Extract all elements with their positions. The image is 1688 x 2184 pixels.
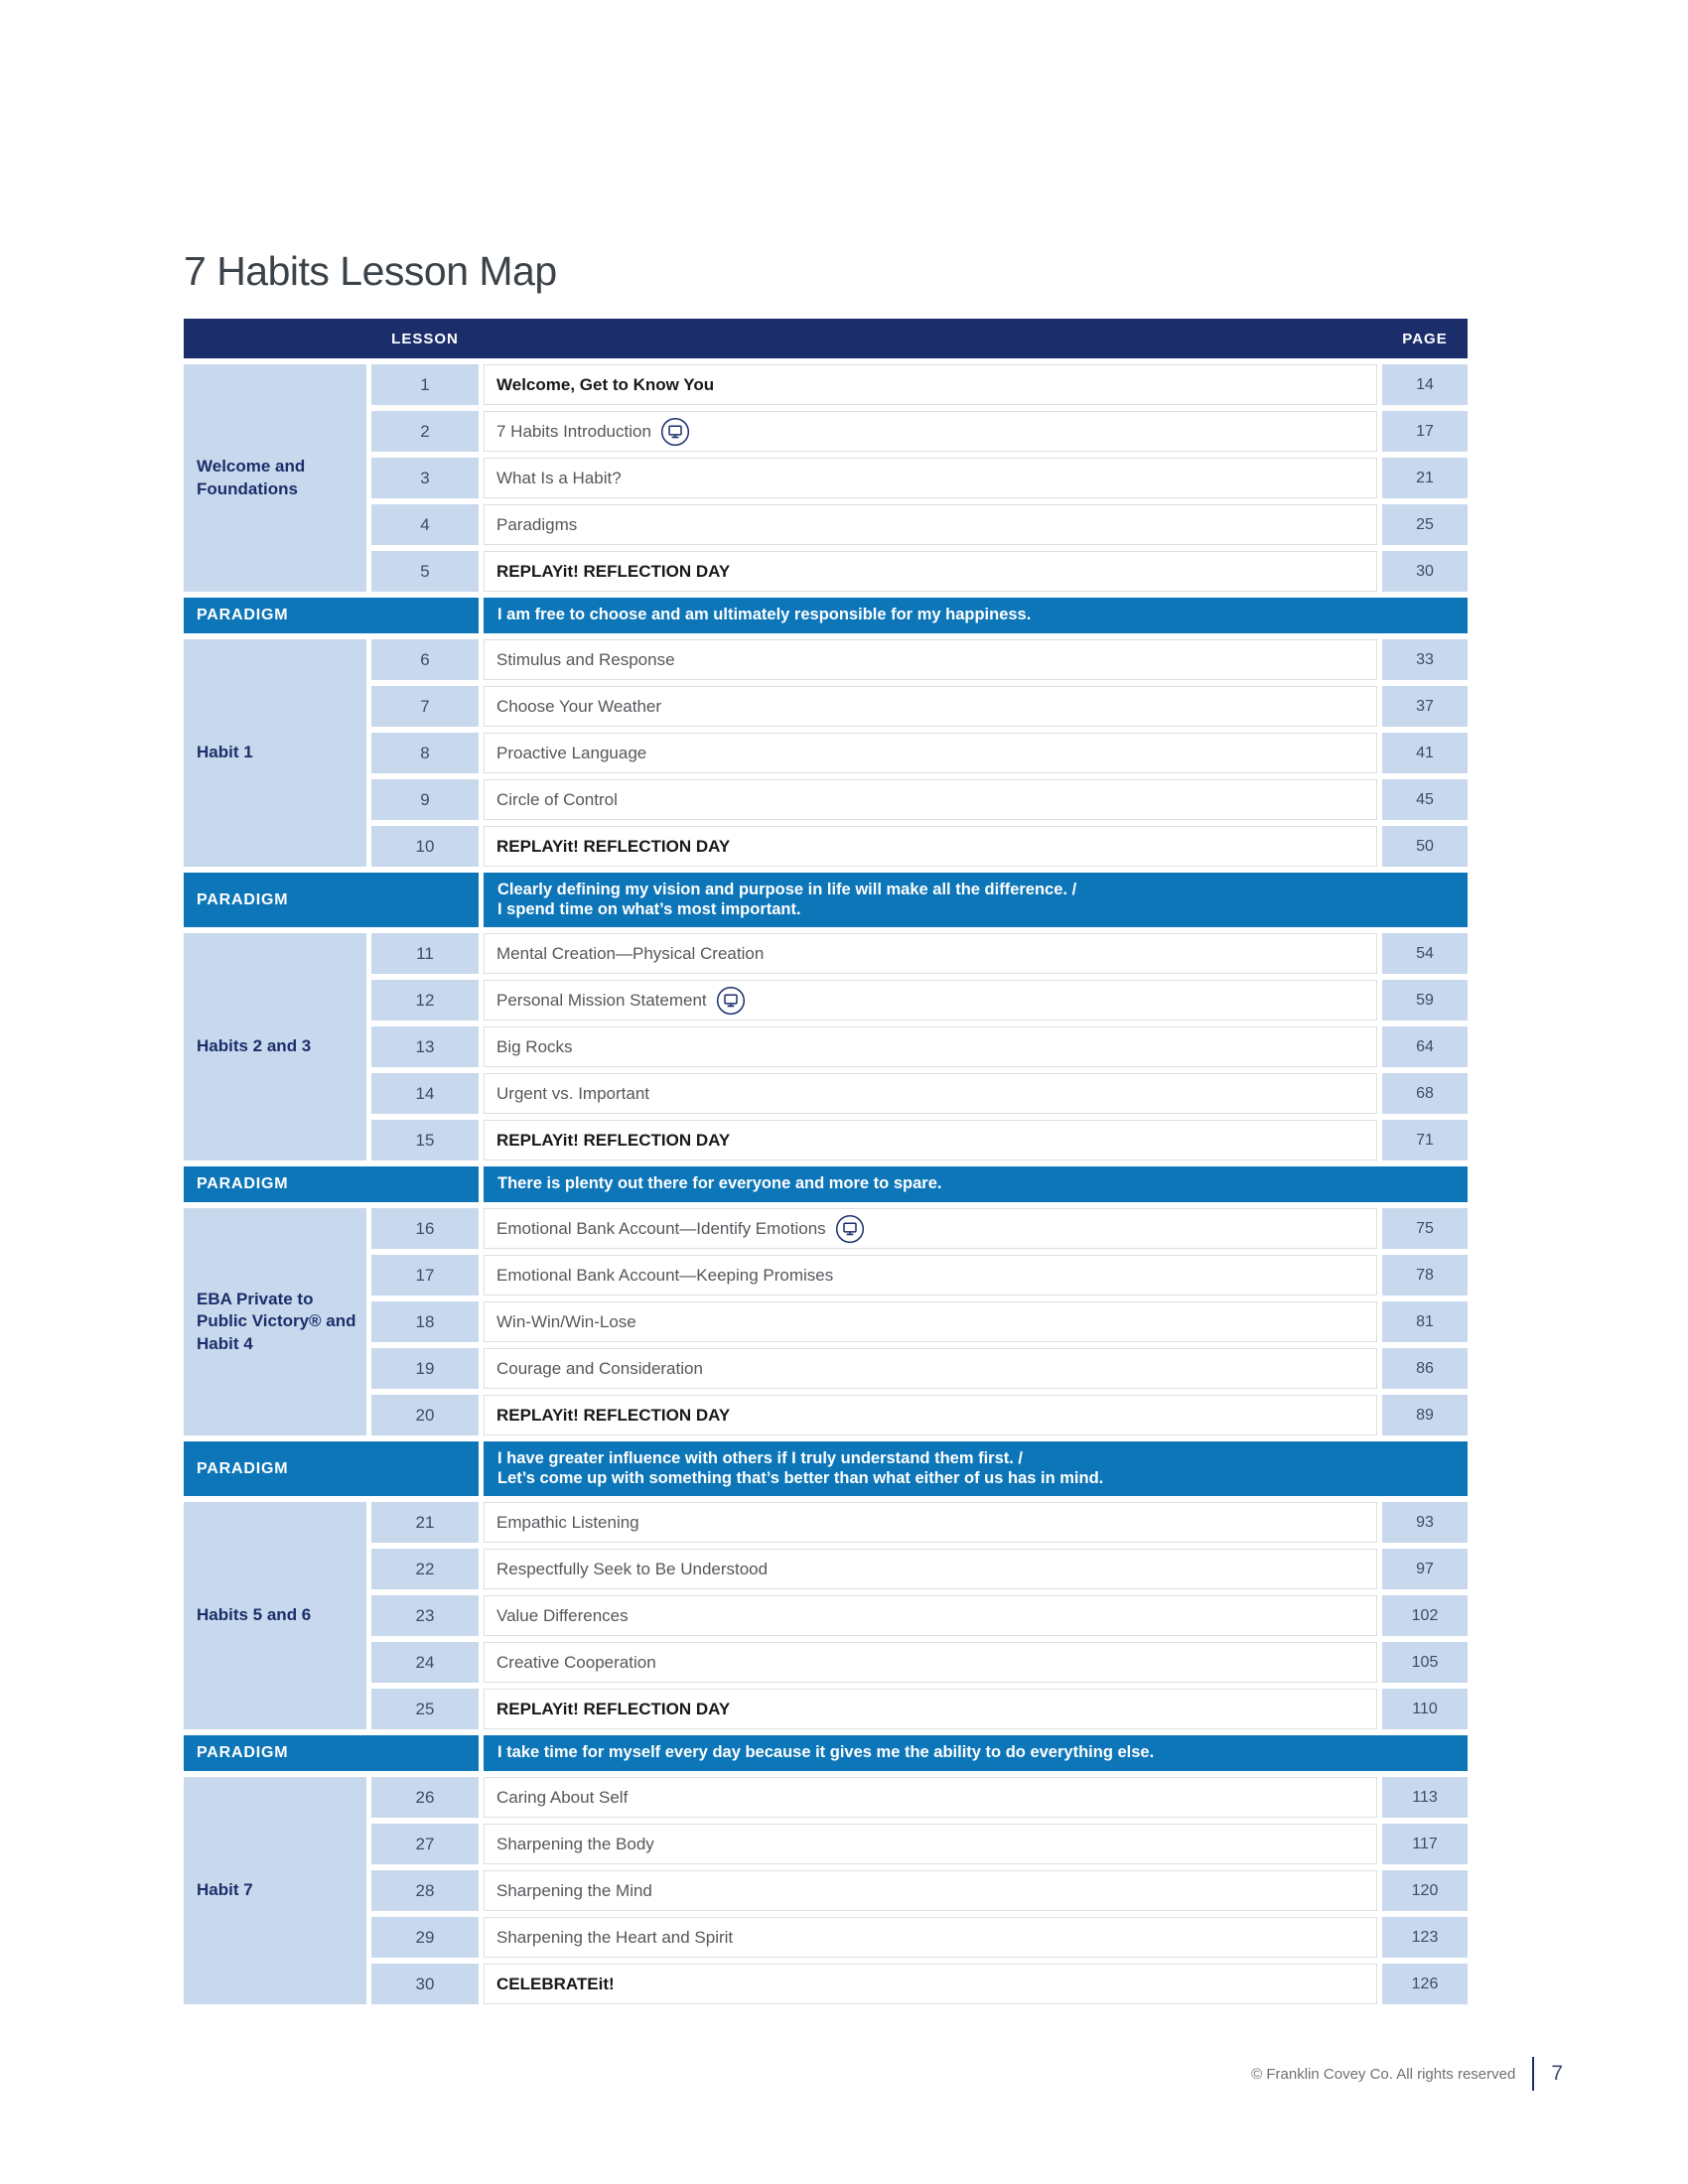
category-cell [184,933,366,1160]
lesson-title: REPLAYit! REFLECTION DAY [496,836,731,856]
lesson-section [184,1208,1468,1435]
lesson-number-cell: 29 [371,1917,479,1958]
lesson-title-cell [484,1917,1377,1958]
paradigm-statement [484,873,1468,927]
lesson-title: Sharpening the Heart and Spirit [496,1927,734,1947]
page-number-cell: 75 [1382,1208,1468,1249]
lesson-number-cell: 21 [371,1502,479,1543]
lesson-title: Emotional Bank Account—Identify Emotions [496,1218,826,1238]
footer-divider [1532,2057,1534,2091]
table-header-row [184,319,1468,358]
paradigm-row [184,873,1468,927]
page-column-header: PAGE [1402,330,1448,347]
lesson-title-cell [484,411,1377,452]
paradigm-label: PARADIGM [184,598,479,633]
page-number-cell: 37 [1382,686,1468,727]
lesson-title-cell [484,551,1377,592]
paradigm-statement-line: Let’s come up with something that’s better than what either of us has in mind. [497,1468,1104,1487]
lesson-title-cell [484,1964,1377,2004]
lesson-title-cell [484,980,1377,1021]
page-number-cell: 110 [1382,1689,1468,1729]
category-label: Habit 7 [197,1880,253,1900]
lesson-title-cell [484,933,1377,974]
lesson-number-cell: 16 [371,1208,479,1249]
lesson-map-body [184,364,1468,2004]
paradigm-statement [484,1166,1468,1202]
lesson-title-cell [484,686,1377,727]
lesson-number-cell: 17 [371,1255,479,1296]
lesson-title-cell [484,1026,1377,1067]
lesson-number-cell: 25 [371,1689,479,1729]
lesson-section [184,933,1468,1160]
paradigm-statement-line: There is plenty out there for everyone and more to spare. [497,1174,942,1193]
screen-icon [716,986,746,1016]
page-number-cell: 41 [1382,733,1468,773]
paradigm-row [184,1441,1468,1496]
lesson-title: Personal Mission Statement [496,990,707,1010]
lesson-title-cell [484,733,1377,773]
page-content [184,248,1468,2004]
lesson-title-cell [484,364,1377,405]
lesson-title-cell [484,1073,1377,1114]
lesson-section [184,1777,1468,2004]
lesson-title: REPLAYit! REFLECTION DAY [496,1699,731,1718]
lesson-title: CELEBRATEit! [496,1974,615,1993]
lesson-title: REPLAYit! REFLECTION DAY [496,1405,731,1425]
lesson-number-cell: 23 [371,1595,479,1636]
lesson-number-cell: 13 [371,1026,479,1067]
lesson-title: Big Rocks [496,1036,573,1056]
paradigm-label: PARADIGM [184,1166,479,1202]
lesson-title: Choose Your Weather [496,696,662,716]
paradigm-row [184,1166,1468,1202]
lesson-number-cell: 5 [371,551,479,592]
lesson-number-cell: 9 [371,779,479,820]
footer-page-number: 7 [1551,2062,1563,2085]
category-label: Habits 2 and 3 [197,1036,312,1056]
paradigm-row [184,598,1468,633]
category-label: Habits 5 and 6 [197,1605,312,1625]
lesson-title-cell [484,1301,1377,1342]
page-number-cell: 68 [1382,1073,1468,1114]
lesson-title-cell [484,1348,1377,1389]
lesson-number-cell: 10 [371,826,479,867]
page-number-cell: 113 [1382,1777,1468,1818]
page-number-cell: 45 [1382,779,1468,820]
page-footer [1251,2057,1563,2091]
page-number-cell: 97 [1382,1549,1468,1589]
category-cell [184,1502,366,1729]
category-label: EBA Private to Public Victory® and Habit 4 [197,1289,356,1353]
page-number-cell: 50 [1382,826,1468,867]
paradigm-label: PARADIGM [184,1735,479,1771]
lesson-number-cell: 30 [371,1964,479,2004]
lesson-number-cell: 18 [371,1301,479,1342]
paradigm-label: PARADIGM [184,1441,479,1496]
lesson-number-cell: 3 [371,458,479,498]
page-number-cell: 93 [1382,1502,1468,1543]
lesson-title: Emotional Bank Account—Keeping Promises [496,1265,834,1285]
lesson-number-cell: 1 [371,364,479,405]
page-number-cell: 123 [1382,1917,1468,1958]
category-cell [184,364,366,592]
page-number-cell: 17 [1382,411,1468,452]
lesson-number-cell: 19 [371,1348,479,1389]
lesson-title-cell [484,1502,1377,1543]
lesson-number-cell: 7 [371,686,479,727]
page-number-cell: 14 [1382,364,1468,405]
page-number-cell: 126 [1382,1964,1468,2004]
lesson-number-cell: 8 [371,733,479,773]
lesson-number-cell: 20 [371,1395,479,1435]
lesson-title: Caring About Self [496,1787,629,1807]
page-number-cell: 30 [1382,551,1468,592]
page-number-cell: 89 [1382,1395,1468,1435]
lesson-title: What Is a Habit? [496,468,622,487]
page-number-cell: 117 [1382,1824,1468,1864]
lesson-section [184,1502,1468,1729]
page-number-cell: 25 [1382,504,1468,545]
page-title: 7 Habits Lesson Map [184,248,557,294]
category-cell [184,639,366,867]
lesson-number-cell: 22 [371,1549,479,1589]
lesson-title: Mental Creation—Physical Creation [496,943,765,963]
lesson-title-cell [484,1824,1377,1864]
category-label: Habit 1 [197,743,253,762]
screen-icon [660,417,690,447]
lesson-title: Empathic Listening [496,1512,639,1532]
page-number-cell: 59 [1382,980,1468,1021]
paradigm-statement-line: I have greater influence with others if I truly understand them first. / [497,1449,1024,1467]
paradigm-statement-line: I take time for myself every day because it gives me the ability to do everything else. [497,1743,1155,1762]
page-number-cell: 78 [1382,1255,1468,1296]
category-cell [184,1777,366,2004]
lesson-title-cell [484,1777,1377,1818]
lesson-title-cell [484,1549,1377,1589]
lesson-title: 7 Habits Introduction [496,421,651,441]
lesson-title: Value Differences [496,1605,629,1625]
paradigm-row [184,1735,1468,1771]
page-number-cell: 120 [1382,1870,1468,1911]
page-number-cell: 81 [1382,1301,1468,1342]
lesson-title: Respectfully Seek to Be Understood [496,1559,769,1578]
lesson-number-cell: 26 [371,1777,479,1818]
page-number-cell: 33 [1382,639,1468,680]
paradigm-statement-line: I am free to choose and am ultimately responsible for my happiness. [497,606,1032,624]
lesson-number-cell: 14 [371,1073,479,1114]
lesson-title: Welcome, Get to Know You [496,374,715,394]
lesson-title-cell [484,779,1377,820]
lesson-number-cell: 24 [371,1642,479,1683]
lesson-title-cell [484,1870,1377,1911]
lesson-title-cell [484,1595,1377,1636]
lesson-title: Stimulus and Response [496,649,675,669]
page-number-cell: 102 [1382,1595,1468,1636]
paradigm-statement [484,598,1468,633]
lesson-title: Paradigms [496,514,578,534]
lesson-number-cell: 27 [371,1824,479,1864]
lesson-title-cell [484,826,1377,867]
paradigm-statement [484,1441,1468,1496]
lesson-title-cell [484,1120,1377,1160]
lesson-title-cell [484,1395,1377,1435]
page-number-cell: 71 [1382,1120,1468,1160]
lesson-title-cell [484,504,1377,545]
paradigm-statement [484,1735,1468,1771]
page-number-cell: 54 [1382,933,1468,974]
paradigm-label: PARADIGM [184,873,479,927]
page-number-cell: 105 [1382,1642,1468,1683]
lesson-title-cell [484,1208,1377,1249]
lesson-number-cell: 11 [371,933,479,974]
category-label: Welcome and Foundations [197,457,306,498]
lesson-title-cell [484,1689,1377,1729]
lesson-number-cell: 12 [371,980,479,1021]
lesson-title: Urgent vs. Important [496,1083,650,1103]
lesson-number-cell: 2 [371,411,479,452]
lesson-title-cell [484,1255,1377,1296]
lesson-number-cell: 28 [371,1870,479,1911]
lesson-title: Creative Cooperation [496,1652,656,1672]
lesson-column-header: LESSON [391,330,459,347]
lesson-number-cell: 6 [371,639,479,680]
lesson-title-cell [484,1642,1377,1683]
lesson-title: Sharpening the Mind [496,1880,652,1900]
lesson-title: Sharpening the Body [496,1834,654,1853]
paradigm-statement-line: Clearly defining my vision and purpose in life will make all the difference. / [497,881,1077,898]
category-cell [184,1208,366,1435]
lesson-number-cell: 15 [371,1120,479,1160]
screen-icon [835,1214,865,1244]
lesson-title: Win-Win/Win-Lose [496,1311,636,1331]
lesson-title: REPLAYit! REFLECTION DAY [496,1130,731,1150]
lesson-title: REPLAYit! REFLECTION DAY [496,561,731,581]
lesson-section [184,364,1468,592]
lesson-title: Circle of Control [496,789,618,809]
lesson-title: Courage and Consideration [496,1358,703,1378]
page-number-cell: 21 [1382,458,1468,498]
lesson-section [184,639,1468,867]
lesson-title-cell [484,458,1377,498]
lesson-title: Proactive Language [496,743,647,762]
page-number-cell: 86 [1382,1348,1468,1389]
lesson-number-cell: 4 [371,504,479,545]
paradigm-statement-line: I spend time on what’s most important. [497,899,801,918]
page-number-cell: 64 [1382,1026,1468,1067]
copyright-text: © Franklin Covey Co. All rights reserved [1251,2065,1516,2083]
lesson-title-cell [484,639,1377,680]
